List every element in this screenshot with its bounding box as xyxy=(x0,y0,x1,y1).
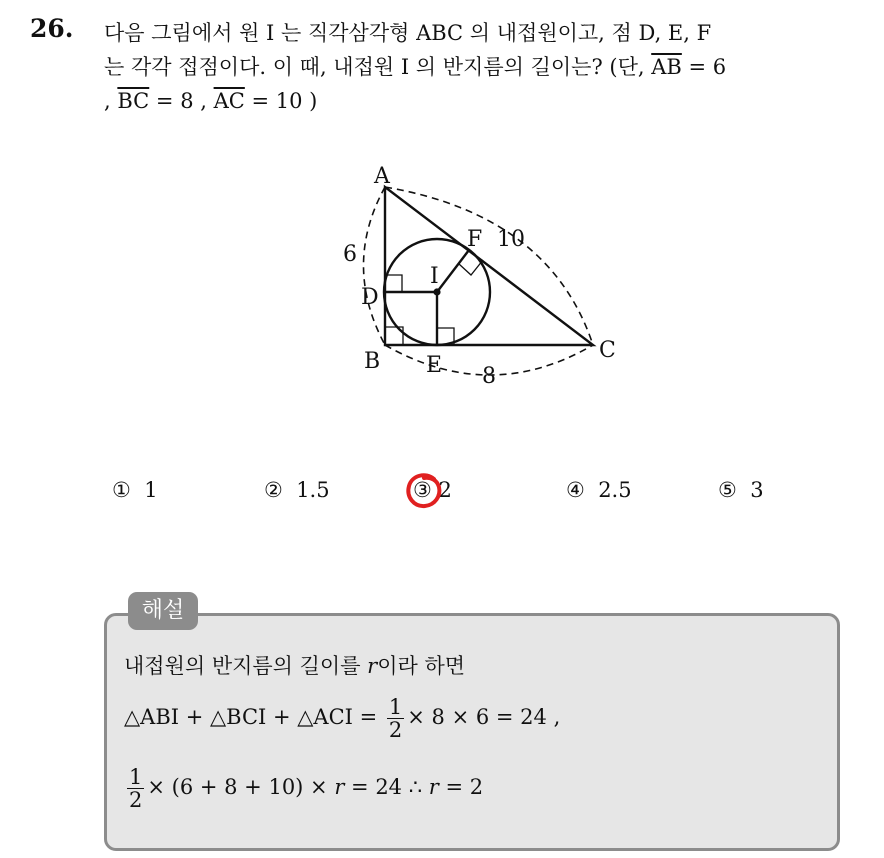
fraction-num-2: 1 xyxy=(129,765,143,789)
label-i: I xyxy=(430,264,439,289)
fraction-den: 2 xyxy=(388,718,403,742)
length-label-bc: 8 xyxy=(482,364,496,389)
segment-ac: $\overline{AC}$ xyxy=(213,89,245,113)
length-ac-eq: = 10 ) xyxy=(244,89,318,113)
answer-circle-mark-icon xyxy=(404,472,446,512)
radius-if xyxy=(437,250,469,292)
var-r-3: r xyxy=(428,775,439,799)
segment-bc: $\overline{BC}$ xyxy=(117,89,150,113)
choice-1[interactable] xyxy=(112,478,158,502)
var-r-2: r xyxy=(334,775,345,799)
area-sum: △ABI + △BCI + △ACI = xyxy=(124,705,384,729)
triangle-figure xyxy=(330,155,640,390)
segment-ab: $\overline{AB}$ xyxy=(651,55,682,79)
solution-line-3 xyxy=(124,766,483,811)
choice-1-mark: ① xyxy=(112,478,131,502)
right-angle-f xyxy=(459,260,483,275)
choice-5-value: 3 xyxy=(750,478,764,502)
solution-line-1-end: 이라 하면 xyxy=(377,654,466,678)
choice-2-mark: ② xyxy=(264,478,283,502)
question-line-2 xyxy=(104,50,874,84)
label-e: E xyxy=(426,353,443,378)
choice-4[interactable] xyxy=(566,478,632,502)
question-text xyxy=(104,16,874,118)
question-number: 26. xyxy=(30,14,74,43)
choice-2-value: 1.5 xyxy=(296,478,330,502)
result: = 2 xyxy=(438,775,484,799)
label-f: F xyxy=(467,227,483,252)
var-r: r xyxy=(367,654,378,678)
perimeter-expr: × (6 + 8 + 10) × xyxy=(147,775,335,799)
solution-tab: 해설 xyxy=(128,592,198,630)
choice-4-mark: ④ xyxy=(566,478,585,502)
solution-line-2 xyxy=(124,696,560,741)
right-angle-d xyxy=(385,275,402,292)
length-label-ac: 10 xyxy=(497,227,525,252)
center-point-i xyxy=(433,288,440,295)
equation-24: = 24 ∴ xyxy=(344,775,429,799)
fraction-den-2: 2 xyxy=(129,788,143,812)
label-c: C xyxy=(599,338,616,363)
question-line-1: 다음 그림에서 원 I 는 직각삼각형 ABC 의 내접원이고, 점 D, E, F xyxy=(104,21,712,45)
triangle-abc xyxy=(385,187,593,345)
question-line-2-text: 는 각각 접점이다. 이 때, 내접원 I 의 반지름의 길이는? (단, xyxy=(104,55,652,79)
length-label-ab: 6 xyxy=(343,242,357,267)
label-d: D xyxy=(361,285,379,310)
fraction-half xyxy=(387,696,404,741)
solution-line-1-text: 내접원의 반지름의 길이를 xyxy=(124,654,368,678)
fraction-num: 1 xyxy=(388,695,403,719)
label-a: A xyxy=(374,164,390,189)
area-product: × 8 × 6 = 24 , xyxy=(407,705,561,729)
solution-line-1 xyxy=(124,650,465,680)
choice-5-mark: ⑤ xyxy=(718,478,737,502)
choice-4-value: 2.5 xyxy=(598,478,632,502)
length-ab-eq: = 6 xyxy=(681,55,727,79)
choice-3-value: 2 xyxy=(438,478,452,502)
choice-5[interactable] xyxy=(718,478,764,502)
choice-3-mark: ③ xyxy=(413,478,432,502)
choice-2[interactable] xyxy=(264,478,330,502)
separator: , xyxy=(104,89,118,113)
label-b: B xyxy=(364,349,381,374)
fraction-half-2 xyxy=(127,766,144,811)
choice-1-value: 1 xyxy=(144,478,158,502)
question-line-3 xyxy=(104,84,874,118)
dashed-arc-ab xyxy=(364,187,386,345)
length-bc-eq: = 8 , xyxy=(149,89,214,113)
